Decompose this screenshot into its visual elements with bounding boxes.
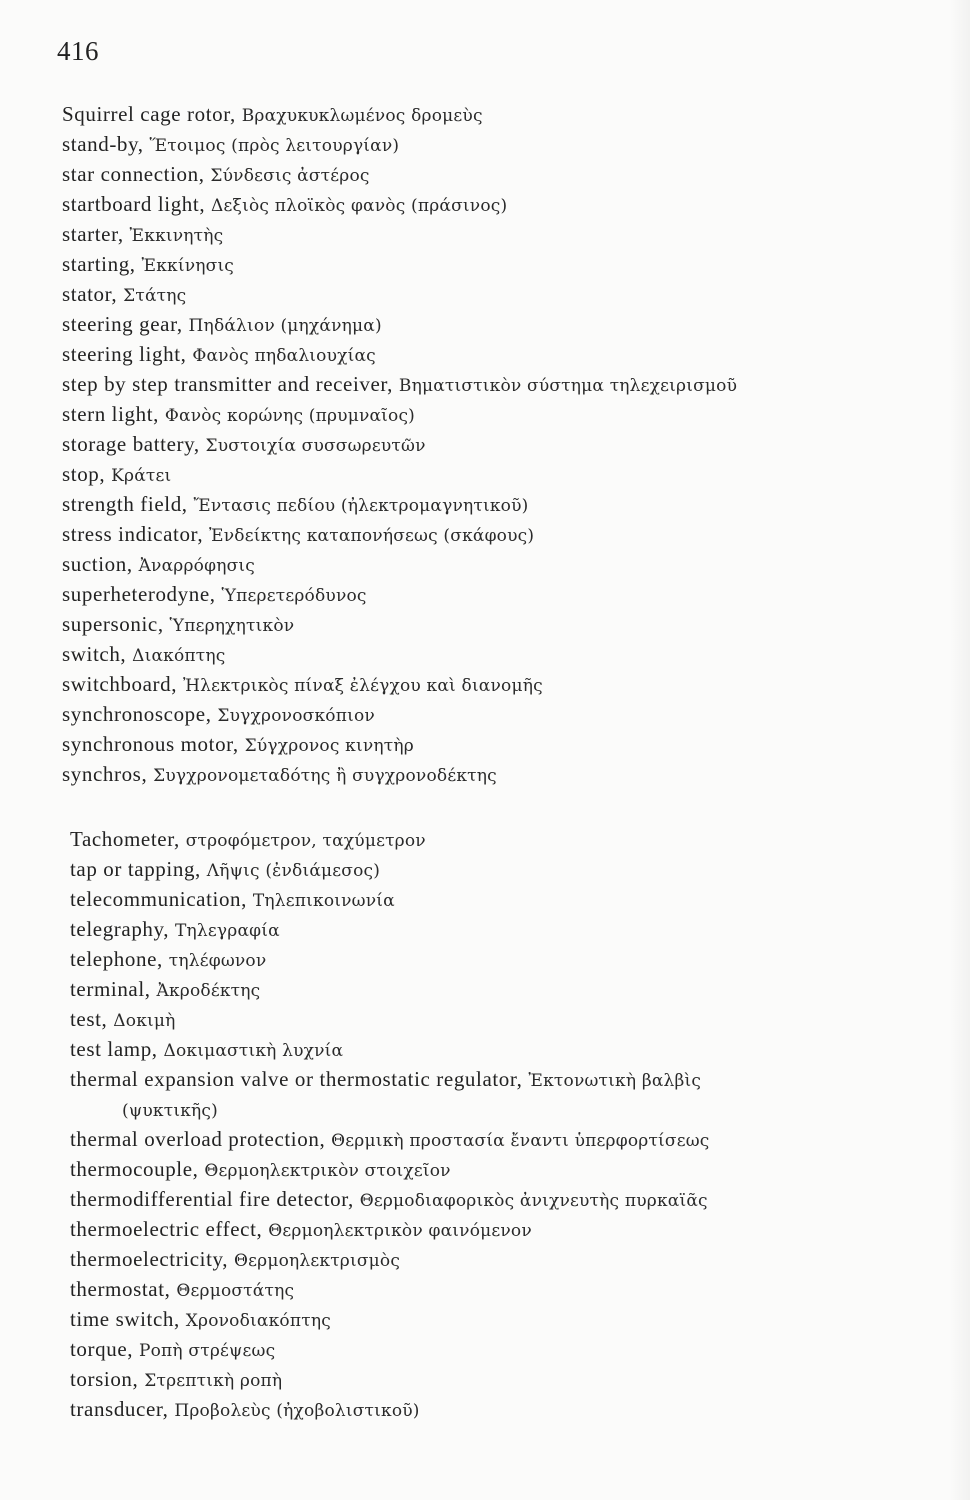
greek-translation: Θερμοδιαφορικὸς ἀνιχνευτὴς πυρκαϊᾶς xyxy=(359,1191,708,1211)
greek-translation: Διακόπτης xyxy=(132,646,226,666)
english-term: switchboard, xyxy=(62,672,178,696)
greek-translation: Βραχυκυκλωμένος δρομεὺς xyxy=(241,106,483,126)
greek-translation: Ἐκτονωτικὴ βαλβὶς xyxy=(528,1071,702,1091)
greek-translation: (ψυκτικῆς) xyxy=(122,1101,218,1121)
english-term: tap or tapping, xyxy=(70,857,201,881)
english-term: stop, xyxy=(62,462,106,486)
glossary-entry xyxy=(62,759,737,789)
glossary-section-s xyxy=(62,99,737,789)
glossary-entry xyxy=(62,279,737,309)
glossary-entry xyxy=(62,189,737,219)
english-term: stern light, xyxy=(62,402,160,426)
greek-translation: Κράτει xyxy=(111,466,172,486)
glossary-entry xyxy=(62,339,737,369)
glossary-entry xyxy=(62,129,737,159)
english-term: strength field, xyxy=(62,492,188,516)
english-term: steering gear, xyxy=(62,312,183,336)
glossary-entry xyxy=(70,1124,710,1154)
english-term: telecommunication, xyxy=(70,887,247,911)
english-term: telegraphy, xyxy=(70,917,170,941)
english-term: test lamp, xyxy=(70,1037,158,1061)
greek-translation: Σύνδεσις ἀστέρος xyxy=(210,166,370,186)
greek-translation: Λῆψις (ἐνδιάμεσος) xyxy=(206,861,381,881)
page-number: 416 xyxy=(57,36,99,66)
english-term: starter, xyxy=(62,222,124,246)
greek-translation: Συγχρονοσκόπιον xyxy=(217,706,375,726)
english-term: thermal expansion valve or thermostatic regulator, xyxy=(70,1067,523,1091)
greek-translation: Ροπὴ στρέψεως xyxy=(138,1341,276,1361)
glossary-entry xyxy=(62,519,737,549)
english-term: transducer, xyxy=(70,1397,169,1421)
glossary-entry xyxy=(62,639,737,669)
english-term: stand-by, xyxy=(62,132,144,156)
glossary-entry xyxy=(70,884,710,914)
glossary-entry xyxy=(70,974,710,1004)
english-term: storage battery, xyxy=(62,432,200,456)
greek-translation: Τηλεγραφία xyxy=(174,921,280,941)
english-term: supersonic, xyxy=(62,612,164,636)
glossary-entry xyxy=(62,729,737,759)
english-term: telephone, xyxy=(70,947,163,971)
glossary-entry xyxy=(62,219,737,249)
glossary-section-t xyxy=(70,824,710,1424)
greek-translation: Συστοιχία συσσωρευτῶν xyxy=(205,436,426,456)
english-term: time switch, xyxy=(70,1307,180,1331)
english-term: steering light, xyxy=(62,342,187,366)
greek-translation: Φανὸς πηδαλιουχίας xyxy=(192,346,376,366)
english-term: Tachometer, xyxy=(70,827,180,851)
english-term: thermoelectricity, xyxy=(70,1247,229,1271)
greek-translation: Ἀκροδέκτης xyxy=(156,981,261,1001)
english-term: synchros, xyxy=(62,762,148,786)
greek-translation: Προβολεὺς (ἠχοβολιστικοῦ) xyxy=(174,1401,420,1421)
greek-translation: Τηλεπικοινωνία xyxy=(252,891,395,911)
glossary-entry xyxy=(62,669,737,699)
glossary-entry xyxy=(70,1214,710,1244)
greek-translation: τηλέφωνον xyxy=(168,951,267,971)
greek-translation: Ἐκκίνησις xyxy=(141,256,235,276)
greek-translation: στροφόμετρον, ταχύμετρον xyxy=(185,831,426,851)
greek-translation: Ὑπερηχητικὸν xyxy=(169,616,295,636)
glossary-entry xyxy=(70,1064,710,1094)
greek-translation: Ἐνδείκτης καταπονήσεως (σκάφους) xyxy=(209,526,535,546)
greek-translation: Δεξιὸς πλοϊκὸς φανὸς (πράσινος) xyxy=(211,196,508,216)
glossary-entry xyxy=(62,489,737,519)
glossary-entry xyxy=(70,854,710,884)
greek-translation: Βηματιστικὸν σύστημα τηλεχειρισμοῦ xyxy=(398,376,738,396)
english-term: thermoelectric effect, xyxy=(70,1217,263,1241)
english-term: thermocouple, xyxy=(70,1157,199,1181)
greek-translation: Ἀναρρόφησις xyxy=(138,556,255,576)
glossary-entry xyxy=(62,159,737,189)
greek-translation: Στάτης xyxy=(123,286,187,306)
english-term: star connection, xyxy=(62,162,205,186)
greek-translation: Χρονοδιακόπτης xyxy=(185,1311,331,1331)
greek-translation: Πηδάλιον (μηχάνημα) xyxy=(188,316,382,336)
greek-translation: Ἠλεκτρικὸς πίναξ ἐλέγχου καὶ διανομῆς xyxy=(182,676,543,696)
greek-translation: Ἔντασις πεδίου (ἠλεκτρομαγνητικοῦ) xyxy=(193,496,529,516)
glossary-entry xyxy=(70,824,710,854)
greek-translation: Θερμοστάτης xyxy=(176,1281,295,1301)
english-term: Squirrel cage rotor, xyxy=(62,102,236,126)
glossary-entry xyxy=(62,249,737,279)
greek-translation: Δοκιμὴ xyxy=(113,1011,176,1031)
english-term: synchronoscope, xyxy=(62,702,212,726)
english-term: suction, xyxy=(62,552,133,576)
glossary-entry xyxy=(62,369,737,399)
glossary-entry xyxy=(70,1274,710,1304)
english-term: synchronous motor, xyxy=(62,732,239,756)
glossary-entry xyxy=(70,1334,710,1364)
glossary-entry xyxy=(62,399,737,429)
english-term: test, xyxy=(70,1007,108,1031)
english-term: startboard light, xyxy=(62,192,206,216)
greek-translation: Θερμικὴ προστασία ἔναντι ὑπερφορτίσεως xyxy=(331,1131,710,1151)
greek-translation: Ὑπερετερόδυνος xyxy=(221,586,367,606)
glossary-entry xyxy=(70,1244,710,1274)
glossary-entry xyxy=(70,1094,710,1124)
greek-translation: Φανὸς κορώνης (πρυμναῖος) xyxy=(164,406,416,426)
glossary-entry xyxy=(70,1304,710,1334)
english-term: step by step transmitter and receiver, xyxy=(62,372,394,396)
english-term: thermostat, xyxy=(70,1277,171,1301)
greek-translation: Δοκιμαστικὴ λυχνία xyxy=(163,1041,344,1061)
english-term: thermodifferential fire detector, xyxy=(70,1187,354,1211)
glossary-entry xyxy=(62,699,737,729)
greek-translation: Ἐκκινητὴς xyxy=(129,226,224,246)
english-term: terminal, xyxy=(70,977,151,1001)
greek-translation: Ἕτοιμος (πρὸς λειτουργίαν) xyxy=(149,136,400,156)
english-term: superheterodyne, xyxy=(62,582,216,606)
glossary-entry xyxy=(70,914,710,944)
glossary-entry xyxy=(70,1004,710,1034)
page-edge-shadow xyxy=(950,0,970,1500)
english-term: thermal overload protection, xyxy=(70,1127,326,1151)
greek-translation: Θερμοηλεκτρικὸν στοιχεῖον xyxy=(204,1161,451,1181)
greek-translation: Θερμοηλεκτρισμὸς xyxy=(233,1251,401,1271)
english-term: switch, xyxy=(62,642,127,666)
english-term: stator, xyxy=(62,282,118,306)
english-term: torque, xyxy=(70,1337,134,1361)
english-term: torsion, xyxy=(70,1367,139,1391)
glossary-entry xyxy=(70,1184,710,1214)
glossary-entry xyxy=(62,579,737,609)
glossary-entry xyxy=(62,459,737,489)
glossary-entry xyxy=(70,1154,710,1184)
greek-translation: Συγχρονομεταδότης ἢ συγχρονοδέκτης xyxy=(153,766,497,786)
greek-translation: Θερμοηλεκτρικὸν φαινόμενον xyxy=(268,1221,532,1241)
glossary-entry xyxy=(62,309,737,339)
glossary-entry xyxy=(70,1394,710,1424)
glossary-entry xyxy=(62,609,737,639)
english-term: starting, xyxy=(62,252,136,276)
glossary-entry xyxy=(62,549,737,579)
greek-translation: Στρεπτικὴ ροπὴ xyxy=(144,1371,283,1391)
greek-translation: Σύγχρονος κινητὴρ xyxy=(244,736,414,756)
english-term: stress indicator, xyxy=(62,522,204,546)
glossary-entry xyxy=(70,1034,710,1064)
glossary-entry xyxy=(70,1364,710,1394)
glossary-entry xyxy=(70,944,710,974)
glossary-entry xyxy=(62,429,737,459)
glossary-entry xyxy=(62,99,737,129)
